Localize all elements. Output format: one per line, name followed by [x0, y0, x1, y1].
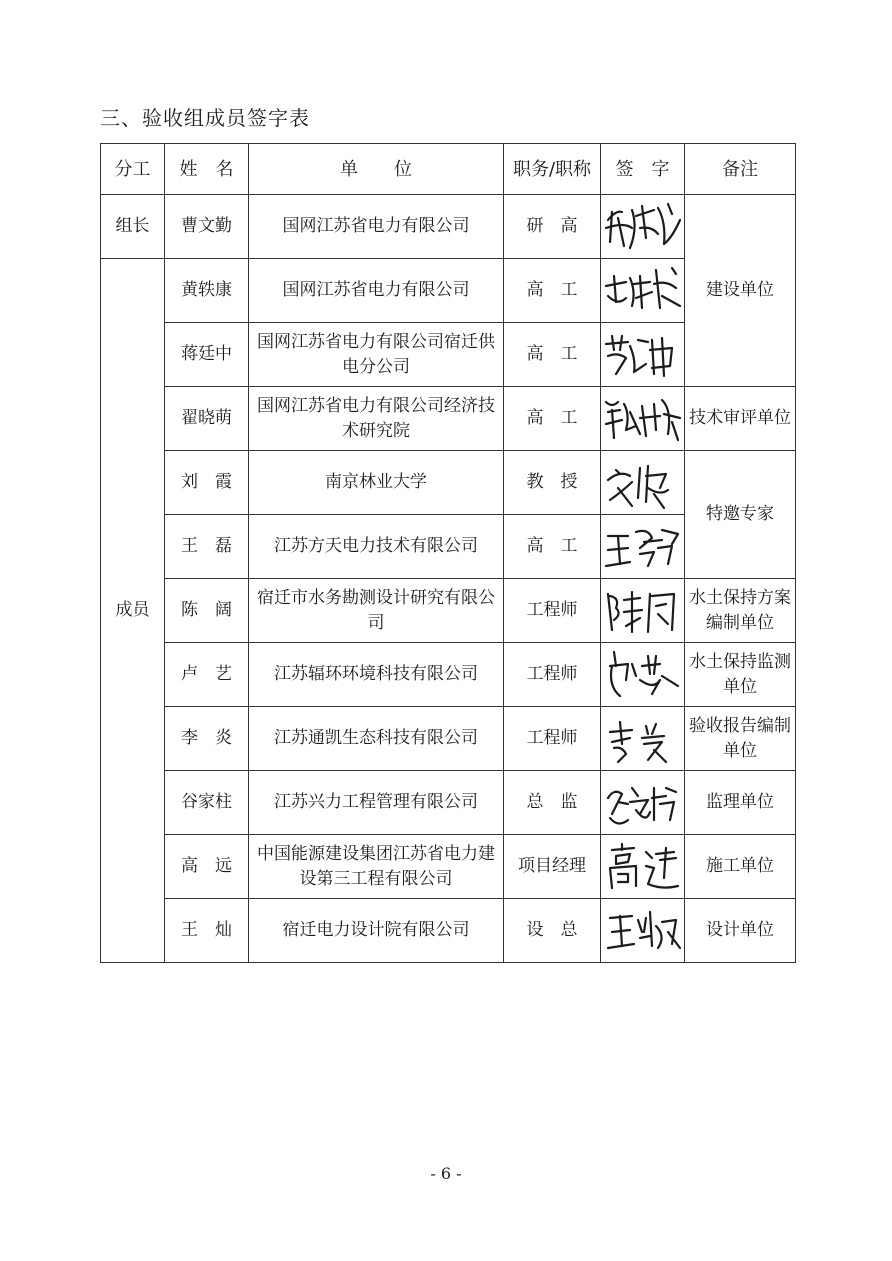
member-position: 教 授 — [504, 451, 601, 515]
signature-cell — [601, 451, 685, 515]
header-signature: 签 字 — [601, 144, 685, 195]
page-title: 三、验收组成员签字表 — [100, 106, 310, 130]
group-leader-cell: 组长 — [101, 195, 165, 259]
member-unit: 江苏辐环环境科技有限公司 — [249, 643, 504, 707]
member-name: 王 灿 — [165, 899, 249, 963]
table-row — [101, 835, 796, 899]
member-unit: 江苏方天电力技术有限公司 — [249, 515, 504, 579]
signature-image — [602, 262, 684, 320]
remark-construction: 建设单位 — [685, 195, 796, 387]
member-position: 高 工 — [504, 387, 601, 451]
member-unit: 国网江苏省电力有限公司宿迁供电分公司 — [249, 323, 504, 387]
member-position: 高 工 — [504, 323, 601, 387]
group-member-cell: 成员 — [101, 259, 165, 963]
table-row — [101, 579, 796, 643]
member-position: 项目经理 — [504, 835, 601, 899]
member-unit: 宿迁电力设计院有限公司 — [249, 899, 504, 963]
member-unit: 国网江苏省电力有限公司经济技术研究院 — [249, 387, 504, 451]
header-name: 姓 名 — [165, 144, 249, 195]
header-remark: 备注 — [685, 144, 796, 195]
remark-tech-review: 技术审评单位 — [685, 387, 796, 451]
remark-supervision: 监理单位 — [685, 771, 796, 835]
member-name: 谷家柱 — [165, 771, 249, 835]
member-position: 工程师 — [504, 643, 601, 707]
page-number: - 6 - — [430, 1164, 462, 1183]
member-name: 王 磊 — [165, 515, 249, 579]
signature-image — [602, 198, 684, 256]
signature-image — [602, 518, 684, 576]
signature-cell — [601, 835, 685, 899]
signature-image — [602, 838, 684, 896]
remark-builder: 施工单位 — [685, 835, 796, 899]
table-row — [101, 771, 796, 835]
member-name: 卢 艺 — [165, 643, 249, 707]
signature-cell — [601, 323, 685, 387]
header-role: 分工 — [101, 144, 165, 195]
member-unit: 宿迁市水务勘测设计研究有限公司 — [249, 579, 504, 643]
member-unit: 南京林业大学 — [249, 451, 504, 515]
signature-image — [602, 582, 684, 640]
table-row — [101, 643, 796, 707]
member-unit: 国网江苏省电力有限公司 — [249, 195, 504, 259]
member-name: 黄轶康 — [165, 259, 249, 323]
signature-cell — [601, 579, 685, 643]
member-name: 李 炎 — [165, 707, 249, 771]
member-name: 刘 霞 — [165, 451, 249, 515]
table-row — [101, 451, 796, 515]
member-position: 工程师 — [504, 707, 601, 771]
member-unit: 江苏通凯生态科技有限公司 — [249, 707, 504, 771]
member-unit: 国网江苏省电力有限公司 — [249, 259, 504, 323]
remark-soil-plan: 水土保持方案编制单位 — [685, 579, 796, 643]
member-position: 高 工 — [504, 515, 601, 579]
signature-cell — [601, 643, 685, 707]
signature-image — [602, 902, 684, 960]
member-name: 翟晓萌 — [165, 387, 249, 451]
table-header-row — [101, 144, 796, 195]
signature-cell — [601, 707, 685, 771]
table-row — [101, 195, 796, 259]
table-row — [101, 387, 796, 451]
member-position: 高 工 — [504, 259, 601, 323]
signature-cell — [601, 515, 685, 579]
member-name: 高 远 — [165, 835, 249, 899]
signature-table — [100, 143, 796, 963]
table-row — [101, 899, 796, 963]
member-position: 总 监 — [504, 771, 601, 835]
remark-expert: 特邀专家 — [685, 451, 796, 579]
table-row — [101, 707, 796, 771]
signature-image — [602, 454, 684, 512]
header-unit: 单 位 — [249, 144, 504, 195]
member-name: 陈 阔 — [165, 579, 249, 643]
member-position: 工程师 — [504, 579, 601, 643]
remark-report: 验收报告编制单位 — [685, 707, 796, 771]
signature-image — [602, 326, 684, 384]
signature-cell — [601, 771, 685, 835]
member-name: 曹文勤 — [165, 195, 249, 259]
signature-image — [602, 646, 684, 704]
member-position: 设 总 — [504, 899, 601, 963]
signature-image — [602, 774, 684, 832]
signature-image — [602, 390, 684, 448]
signature-cell — [601, 195, 685, 259]
member-position: 研 高 — [504, 195, 601, 259]
remark-design: 设计单位 — [685, 899, 796, 963]
remark-soil-monitor: 水土保持监测单位 — [685, 643, 796, 707]
member-name: 蒋廷中 — [165, 323, 249, 387]
header-position: 职务/职称 — [504, 144, 601, 195]
signature-cell — [601, 387, 685, 451]
member-unit: 中国能源建设集团江苏省电力建设第三工程有限公司 — [249, 835, 504, 899]
signature-cell — [601, 899, 685, 963]
signature-cell — [601, 259, 685, 323]
signature-image — [602, 710, 684, 768]
member-unit: 江苏兴力工程管理有限公司 — [249, 771, 504, 835]
